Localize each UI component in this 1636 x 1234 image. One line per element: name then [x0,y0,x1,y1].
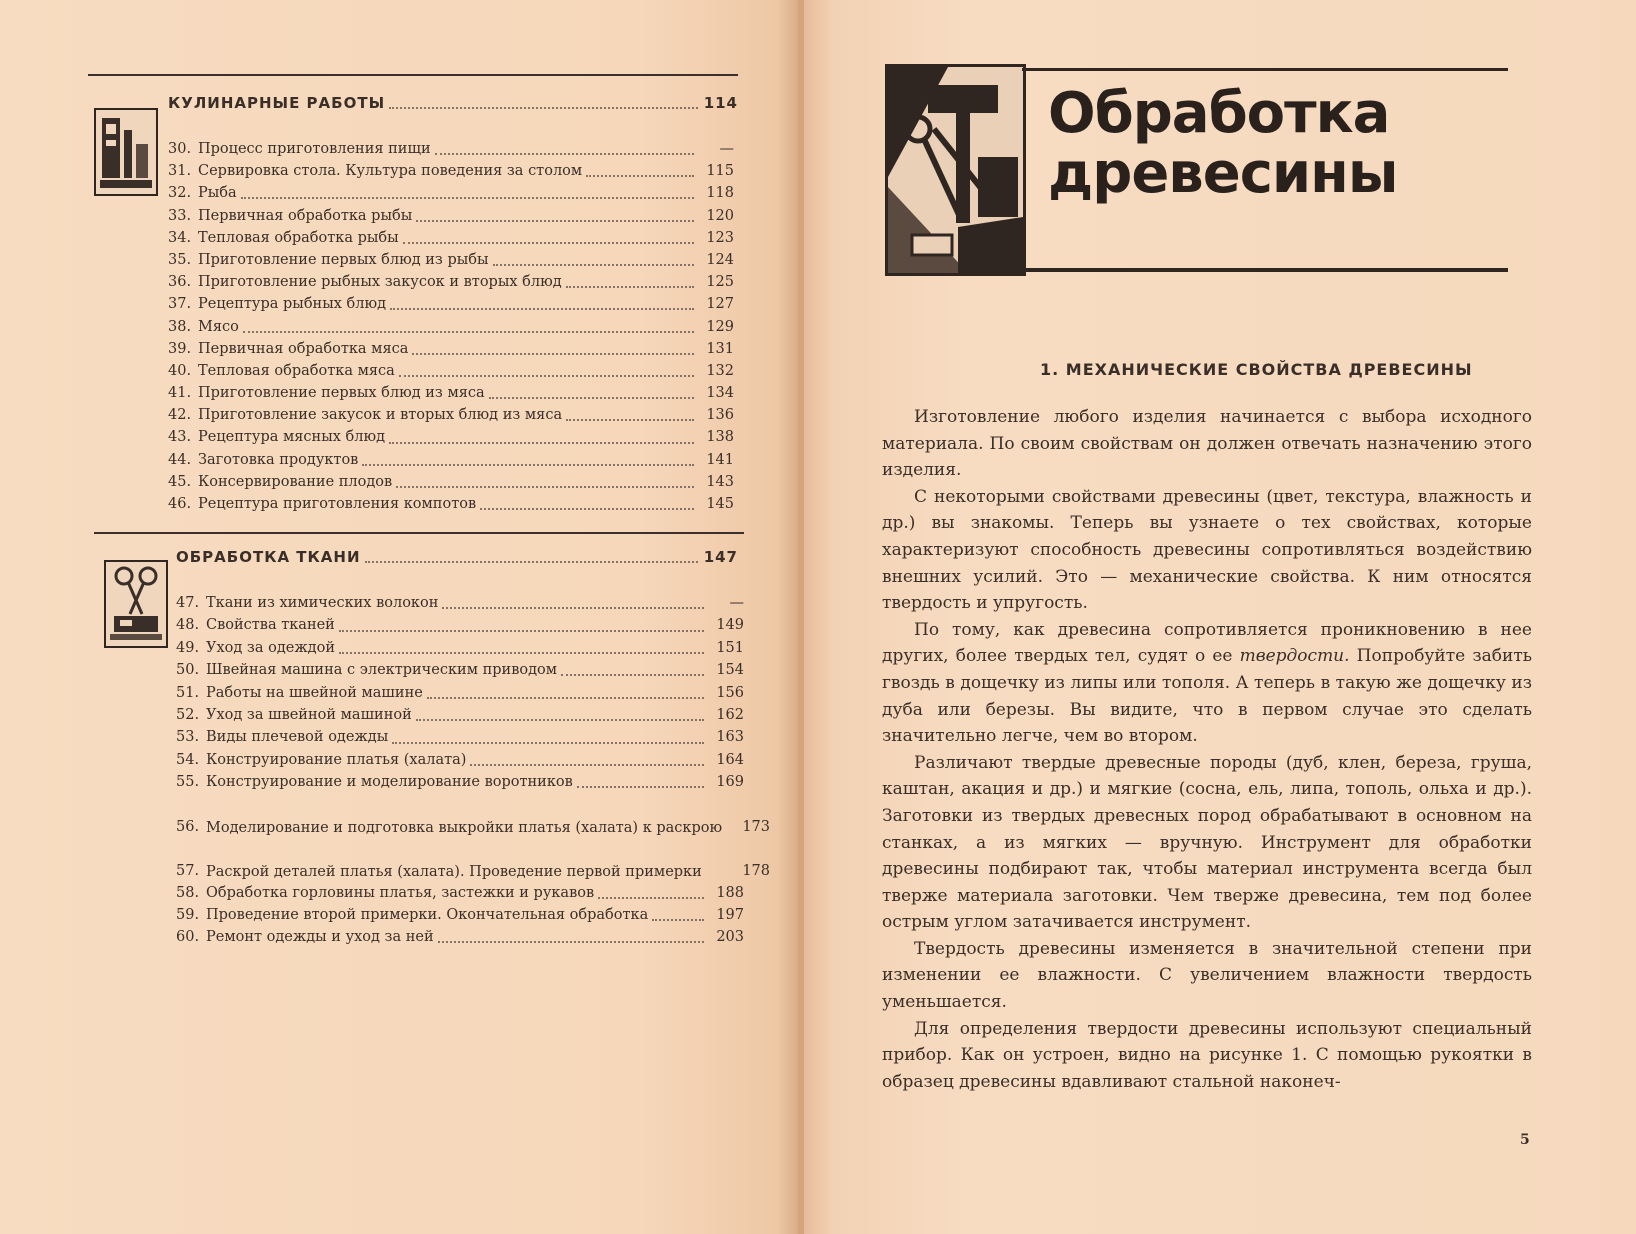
toc-item-title: Рецептура рыбных блюд [198,296,387,313]
toc-item-number: 39. [168,340,192,357]
toc-item-number: 37. [168,296,192,313]
section-rule [88,74,738,76]
book-gutter [798,0,804,1234]
toc-row [176,726,744,748]
toc-row [176,704,744,726]
toc-item-title: Работы на швейной машине [206,684,423,701]
toc-row [168,360,734,382]
toc-row [176,838,770,882]
toc-row [168,160,734,182]
toc-list [168,138,734,515]
toc-row [168,404,734,426]
toc-row [168,493,734,515]
toc-row [168,426,734,448]
dot-leader [577,776,704,788]
toc-item-page: — [719,141,734,157]
toc-item-title: Мясо [198,318,239,335]
toc-item-page: 115 [706,163,734,180]
dot-leader [438,931,704,943]
toc-item-number: 32. [168,185,192,202]
toc-item-number: 46. [168,496,192,512]
toc-row [176,882,744,904]
toc-item-page: 127 [706,296,734,313]
toc-item-title: Рецептура мясных блюд [198,429,386,446]
section-divider [94,532,744,534]
toc-item-page: 169 [716,774,744,791]
toc-item-page: 132 [706,362,734,379]
toc-item-page: 188 [716,884,744,901]
toc-item-title: Первичная обработка мяса [198,340,409,357]
toc-row [168,293,734,315]
toc-item-title: Проведение второй примерки. Окончательная обработка [206,906,649,923]
toc-row [176,749,744,771]
toc-item-number: 56. [176,818,200,835]
toc-item-number: 48. [176,617,200,634]
toc-section-page: 147 [703,548,738,566]
dot-leader [598,887,704,899]
paragraph: Твердость древесины изменяется в значительной степени при изменении ее влажности. С увеличением влажности твердость уменьшается. [882,938,1532,1013]
toc-item-title: Приготовление рыбных закусок и вторых блюд [198,274,562,291]
paragraph [882,617,1532,750]
dot-leader [561,664,704,676]
dot-leader [392,732,704,744]
toc-item-page: 145 [706,496,734,512]
toc-item-number: 57. [176,862,200,879]
toc-item-page: 164 [716,751,744,768]
sewing-icon-graphic [106,562,166,646]
cooking-icon-graphic [96,110,156,194]
toc-item-title: Консервирование плодов [198,473,393,490]
toc-row [168,227,734,249]
toc-row [176,614,744,636]
dot-leader [489,387,694,399]
toc-item-number: 35. [168,251,192,268]
toc-item-number: 54. [176,751,200,768]
toc-row [168,382,734,404]
toc-item-page: 118 [706,185,734,202]
dot-leader [412,343,694,355]
paragraph-part: С некоторыми свойствами древесины (цвет, текстура, влажность и др.) вы знакомы. Теперь вы узнаете о тех свойствах, которые характеризуют способность древесины сопротивляться воздействию внешних усилий. Это — механические свойства. К ним относятся твердость и упругость. [882,486,1532,614]
toc-item-title: Уход за швейной машиной [206,706,412,723]
toc-item-title: Конструирование платья (халата) [206,751,467,768]
dot-leader [566,409,694,421]
dot-leader [339,620,704,632]
toc-item-number: 33. [168,207,192,224]
toc-item-number: 51. [176,684,200,701]
toc-item-page: — [729,595,744,611]
toc-item-page: 134 [706,385,734,402]
toc-item-number: 36. [168,274,192,291]
toc-item-page: 178 [742,862,770,879]
toc-section-cooking [88,74,738,512]
toc-item-title: Тепловая обработка мяса [198,362,395,379]
toc-row [176,592,744,614]
toc-row [168,271,734,293]
cooking-icon [94,108,158,196]
toc-item-page: 131 [706,340,734,357]
dot-leader [442,597,704,609]
toc-row [168,316,734,338]
paragraph: Различают твердые древесные породы (дуб, клен, береза, груша, каштан, акация и др.) и мягкие (сосна, ель, липа, тополь, ольха и др.). Заготовки из твердых древесных пород обрабатывают в основном на станках, а из мягких — вручную. Инструмент для обработки древесины подбирают так, чтобы материал инструмента всегда был тверже материала заготовки. Чем тверже древесина, тем под более острым углом затачивается инструмент. [882,752,1532,933]
dot-leader [399,365,694,377]
dot-leader [390,298,694,310]
woodwork-tools-icon [888,67,1023,273]
toc-row [176,794,770,838]
toc-item-title: Первичная обработка рыбы [198,207,413,224]
toc-item-number: 52. [176,706,200,723]
toc-row [168,338,734,360]
toc-item-page: 154 [716,662,744,679]
toc-item-number: 49. [176,639,200,656]
toc-item-title: Сервировка стола. Культура поведения за столом [198,163,583,180]
dot-leader [427,687,704,699]
dot-leader [652,909,704,921]
chapter-title: Обработка древесины [1048,81,1398,206]
toc-item-page: 163 [716,729,744,746]
chapter-rule [1022,268,1508,272]
toc-item-page: 129 [706,318,734,335]
toc-item-number: 40. [168,362,192,379]
toc-item-number: 58. [176,884,200,901]
emphasis-term: твердости. [1239,646,1350,667]
toc-item-title: Ремонт одежды и уход за ней [206,929,434,946]
toc-item-title: Обработка горловины платья, застежки и рукавов [206,884,595,901]
toc-item-number: 42. [168,407,192,424]
toc-item-page: 141 [706,451,734,468]
toc-item-page: 203 [716,929,744,946]
toc-section-title: КУЛИНАРНЫЕ РАБОТЫ [168,94,386,112]
toc-row [168,449,734,471]
dot-leader [416,210,694,222]
dot-leader [396,476,694,488]
dot-leader [480,498,694,510]
toc-item-page: 162 [716,706,744,723]
toc-item-title: Моделирование и подготовка выкройки платья (халата) к раскрою [206,819,723,836]
page-number: 5 [1520,1132,1530,1148]
toc-item-page: 197 [716,906,744,923]
toc-item-number: 45. [168,473,192,490]
toc-item-page: 123 [706,229,734,246]
toc-item-number: 30. [168,141,192,157]
toc-section-heading [176,548,738,566]
dot-leader [416,709,704,721]
toc-item-page: 138 [706,429,734,446]
toc-row [176,682,744,704]
dot-leader [365,551,698,563]
toc-item-page: 156 [716,684,744,701]
toc-item-title: Приготовление первых блюд из мяса [198,385,485,402]
body-text [882,404,1532,1095]
dot-leader [339,642,704,654]
dot-leader [586,165,694,177]
paragraph-part: По тому, как древесина сопротивляется проникновению в нее других, более твердых тел, судят о ее [882,619,1532,667]
dot-leader [362,454,694,466]
toc-item-number: 59. [176,906,200,923]
toc-item-title: Рецептура приготовления компотов [198,496,477,512]
section-heading: 1. МЕХАНИЧЕСКИЕ СВОЙСТВА ДРЕВЕСИНЫ [1040,360,1473,379]
toc-section-heading [168,94,738,112]
sewing-icon [104,560,168,648]
toc-item-number: 43. [168,429,192,446]
toc-row [168,138,734,160]
toc-row [168,205,734,227]
toc-item-title: Тепловая обработка рыбы [198,229,399,246]
toc-row [176,771,744,793]
dot-leader [435,143,694,155]
toc-item-number: 44. [168,451,192,468]
toc-item-page: 149 [716,617,744,634]
paragraph: Для определения твердости древесины используют специальный прибор. Как он устроен, видно на рисунке 1. С помощью рукоятки в образец древесины вдавливают стальной наконеч- [882,1018,1532,1092]
chapter-rule [1022,68,1508,71]
toc-item-number: 53. [176,729,200,746]
toc-item-title: Швейная машина с электрическим приводом [206,662,558,679]
toc-row [168,471,734,493]
toc-item-title: Ткани из химических волокон [206,595,439,611]
toc-item-page: 120 [706,207,734,224]
toc-item-title: Виды плечевой одежды [206,729,389,746]
toc-item-page: 136 [706,407,734,424]
toc-row [168,249,734,271]
toc-item-title: Процесс приготовления пищи [198,141,431,157]
paragraph: Изготовление любого изделия начинается с выбора исходного материала. По своим свойствам он должен отвечать назначению этого изделия. [882,407,1532,481]
toc-item-page: 143 [706,473,734,490]
toc-item-number: 50. [176,662,200,679]
toc-row [176,926,744,948]
chapter-illustration [885,64,1026,276]
dot-leader [389,97,698,109]
toc-row [176,637,744,659]
toc-item-title: Приготовление первых блюд из рыбы [198,251,489,268]
toc-list [176,592,770,949]
toc-item-number: 60. [176,929,200,946]
paragraph-part: Попробуйте забить гвоздь в дощечку из липы или тополя. А теперь в такую же дощечку из дуба или березы. Вы видите, что в первом случае это сделать значительно легче, чем во втором. [882,646,1532,747]
toc-row [176,659,744,681]
toc-item-title: Конструирование и моделирование воротников [206,774,573,791]
toc-item-number: 34. [168,229,192,246]
toc-item-number: 41. [168,385,192,402]
toc-section-page: 114 [703,94,738,112]
toc-item-number: 47. [176,595,200,611]
toc-item-title: Приготовление закусок и вторых блюд из мяса [198,407,563,424]
toc-item-page: 173 [742,818,770,835]
toc-item-number: 55. [176,774,200,791]
dot-leader [470,754,704,766]
dot-leader [493,254,694,266]
toc-row [168,182,734,204]
dot-leader [243,321,694,333]
toc-item-title: Раскрой деталей платья (халата). Проведение первой примерки [206,863,702,880]
dot-leader [241,187,694,199]
toc-item-title: Заготовка продуктов [198,451,359,468]
toc-item-title: Уход за одеждой [206,639,335,656]
dot-leader [403,232,694,244]
toc-item-number: 38. [168,318,192,335]
paragraph [882,484,1532,617]
toc-row [176,904,744,926]
dot-leader [566,276,694,288]
dot-leader [389,432,694,444]
toc-item-number: 31. [168,163,192,180]
toc-section-title: ОБРАБОТКА ТКАНИ [176,548,361,566]
toc-item-page: 125 [706,274,734,291]
toc-item-title: Рыба [198,185,237,202]
toc-item-page: 151 [716,639,744,656]
toc-item-page: 124 [706,251,734,268]
toc-item-title: Свойства тканей [206,617,335,634]
